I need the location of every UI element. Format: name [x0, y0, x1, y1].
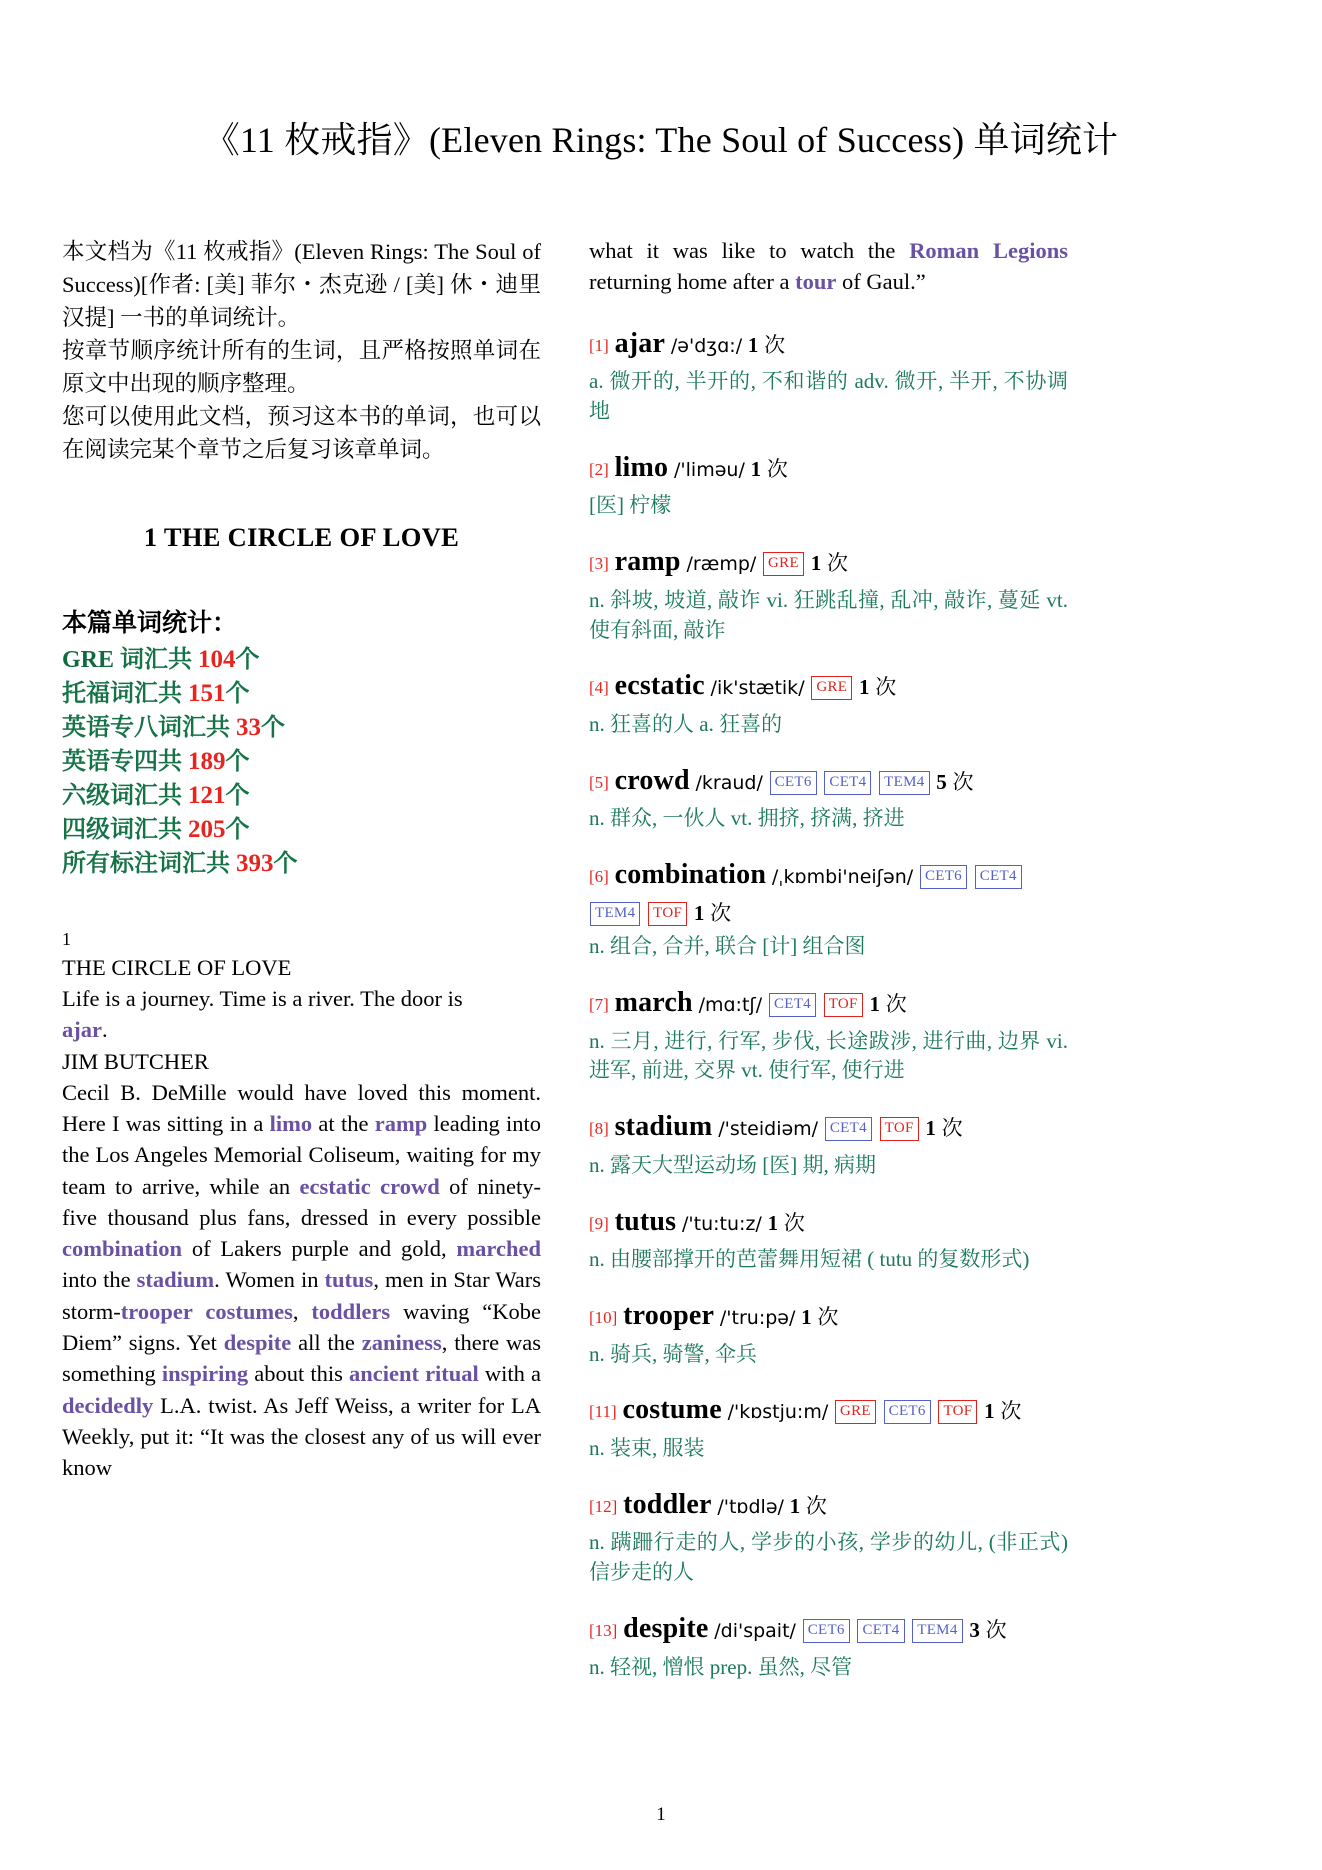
continued-quote	[589, 235, 1068, 298]
paragraph-text: about this	[248, 1361, 349, 1387]
entry-pronunciation: /'steidiəm/	[718, 1118, 819, 1141]
epigraph-line-2	[62, 1014, 541, 1045]
entry-word: costume	[622, 1394, 722, 1426]
entry-count-unit: 次	[805, 1493, 827, 1518]
statistics-value: 104	[198, 646, 236, 674]
statistics-value: 121	[188, 782, 226, 810]
entry-occurrence-count: 1	[810, 551, 822, 576]
paragraph-text: of Lakers purple and gold,	[182, 1236, 457, 1262]
exam-tag-badge: CET6	[803, 1619, 850, 1643]
entry-word: ramp	[614, 546, 681, 578]
entry-occurrence-count: 5	[936, 769, 947, 794]
exam-tag-badge: TOF	[880, 1117, 919, 1141]
exam-tag-badge: GRE	[835, 1400, 876, 1424]
entry-occurrence-count: 3	[969, 1618, 980, 1642]
highlighted-vocabulary-word: ecstatic crowd	[299, 1173, 440, 1199]
entry-definition: a. 微开的, 半开的, 不和谐的 adv. 微开, 半开, 不协调地	[589, 369, 1068, 423]
highlighted-vocabulary-word: zaniness	[361, 1329, 442, 1355]
page-title: 《11 枚戒指》(Eleven Rings: The Soul of Success) 单词统计	[203, 120, 1119, 160]
entry-pronunciation: /'tu:tu:z/	[682, 1212, 762, 1235]
entry-definition: [医] 柠檬	[589, 493, 672, 518]
highlighted-vocabulary-word: toddlers	[311, 1298, 391, 1324]
paragraph-text: leading into the Los Angeles Memorial Coliseum, waiting for my team to arrive, while an	[62, 1111, 542, 1199]
paragraph-text: waving “Kobe Diem” signs. Yet	[62, 1298, 542, 1355]
intro-paragraph-2: 按章节顺序统计所有的生词，且严格按照单词在原文中出现的顺序整理。	[62, 338, 541, 397]
entry-count-unit: 次	[885, 991, 907, 1016]
entry-count-unit: 次	[941, 1116, 963, 1141]
epigraph-attribution: JIM BUTCHER	[62, 1048, 209, 1074]
exam-tag-badge: CET4	[824, 771, 871, 795]
highlighted-word-ajar: ajar	[62, 1017, 102, 1043]
exam-tag-badge: CET6	[770, 771, 817, 795]
vocabulary-entry	[589, 1485, 1068, 1588]
exam-tag-badge: CET4	[769, 993, 816, 1017]
right-column	[589, 235, 1068, 1703]
statistics-line	[62, 813, 541, 847]
entry-definition: n. 狂喜的人 a. 狂喜的	[589, 711, 783, 736]
entry-word: stadium	[614, 1111, 713, 1143]
vocabulary-entry	[589, 1390, 1068, 1463]
vocabulary-entry	[589, 448, 1068, 521]
statistics-label: 英语专四共	[62, 749, 188, 776]
entry-index: [12]	[589, 1496, 618, 1516]
vocabulary-entry	[589, 855, 1068, 962]
highlighted-vocabulary-word: ramp	[374, 1111, 428, 1137]
entry-count-unit: 次	[826, 551, 848, 576]
statistics-label: 四级词汇共	[62, 816, 188, 843]
entry-word: toddler	[623, 1488, 712, 1520]
vocabulary-entry	[589, 324, 1068, 427]
text-section-title: THE CIRCLE OF LOVE	[62, 954, 292, 980]
highlighted-vocabulary-word: tour	[795, 269, 837, 295]
exam-tag-badge: TEM4	[590, 902, 640, 926]
epigraph-text-1: Life is a journey. Time is a river. The door is	[62, 986, 463, 1012]
entry-index: [5]	[589, 772, 609, 792]
statistics-unit: 个	[261, 715, 285, 742]
entry-word: crowd	[614, 764, 690, 796]
entry-occurrence-count: 1	[767, 1210, 779, 1235]
vocabulary-entry	[589, 1107, 1068, 1180]
chapter-heading: 1 THE CIRCLE OF LOVE	[143, 522, 460, 553]
entry-definition: n. 组合, 合并, 联合 [计] 组合图	[589, 934, 866, 959]
statistics-unit: 个	[225, 816, 250, 843]
statistics-line	[62, 745, 541, 779]
highlighted-vocabulary-word: ancient ritual	[348, 1361, 479, 1387]
entry-definition: n. 蹒跚行走的人, 学步的小孩, 学步的幼儿, (非正式) 信步走的人	[589, 1530, 1068, 1585]
entry-definition: n. 群众, 一伙人 vt. 拥挤, 挤满, 挤进	[589, 806, 905, 831]
intro-paragraph-1: 本文档为《11 枚戒指》(Eleven Rings: The Soul of Success)[作者: [美] 菲尔・杰克逊 / [美] 休・迪里汉提] 一书的单词统计。	[62, 239, 541, 331]
entry-occurrence-count: 1	[869, 991, 880, 1016]
entry-word: march	[614, 986, 693, 1018]
entry-index: [3]	[589, 554, 609, 574]
vocabulary-entry	[589, 761, 1068, 834]
vocabulary-entry	[589, 1609, 1068, 1682]
entry-word: ecstatic	[614, 670, 705, 702]
highlighted-vocabulary-word: Roman Legions	[909, 238, 1068, 263]
paragraph-text: , men in Star Wars storm-	[62, 1267, 541, 1324]
highlighted-vocabulary-word: marched	[456, 1236, 541, 1262]
exam-tag-badge: TOF	[824, 993, 863, 1017]
paragraph-text: . Women in	[214, 1267, 325, 1293]
entry-header	[589, 666, 1068, 707]
entry-count-unit: 次	[1000, 1399, 1022, 1424]
entry-count-unit: 次	[766, 456, 788, 481]
paragraph-text: ,	[292, 1298, 312, 1324]
vocabulary-entry	[589, 1202, 1068, 1275]
statistics-line	[62, 847, 541, 881]
left-column	[62, 235, 541, 1703]
entry-word: trooper	[623, 1299, 715, 1331]
intro-paragraph-3: 您可以使用此文档，预习这本书的单词，也可以在阅读完某个章节之后复习该章单词。	[62, 404, 541, 463]
exam-tag-badge: TEM4	[912, 1619, 962, 1643]
statistics-unit: 个	[235, 647, 260, 674]
intro-block	[62, 235, 541, 466]
entry-index: [9]	[589, 1213, 609, 1233]
entry-header	[589, 1609, 1068, 1650]
entry-index: [10]	[589, 1307, 618, 1327]
entry-pronunciation: /'tɒdlə/	[717, 1495, 784, 1518]
entry-pronunciation: /ræmp/	[686, 553, 757, 576]
statistics-label: 词汇共	[114, 647, 199, 674]
statistics-value: 189	[188, 748, 226, 776]
paragraph-text: into the	[62, 1267, 137, 1293]
statistics-value: 393	[236, 849, 274, 877]
highlighted-vocabulary-word: tutus	[324, 1267, 374, 1293]
entry-count-unit: 次	[817, 1304, 839, 1329]
statistics-label: 托福词汇共	[62, 681, 188, 708]
entry-occurrence-count: 1	[747, 332, 759, 357]
entry-header	[589, 761, 1068, 802]
statistics-value: 151	[188, 680, 226, 708]
vocabulary-entry	[589, 666, 1068, 739]
entry-word: combination	[614, 859, 767, 891]
entry-count-unit: 次	[985, 1618, 1007, 1642]
paragraph-text: all the	[291, 1329, 362, 1355]
highlighted-vocabulary-word: limo	[269, 1111, 313, 1137]
text-line-number: 1	[62, 928, 71, 949]
entry-occurrence-count: 1	[789, 1493, 801, 1518]
exam-tag-badge: GRE	[811, 676, 852, 700]
exam-tag-badge: CET4	[857, 1619, 904, 1643]
vocabulary-entry	[589, 983, 1068, 1086]
entry-pronunciation: /ə'dʒɑ:/	[670, 334, 743, 357]
page-footer-number: 1	[656, 1804, 666, 1825]
entry-index: [1]	[589, 335, 609, 355]
paragraph-text: L.A. twist. As Jeff Weiss, a writer for LA Weekly, put it: “It was the closest any of us will ever know	[62, 1392, 541, 1481]
source-text-block	[62, 927, 541, 1484]
highlighted-vocabulary-word: combination	[62, 1236, 183, 1262]
entry-header	[589, 855, 1068, 929]
entry-definition: n. 由腰部撑开的芭蕾舞用短裙 ( tutu 的复数形式)	[589, 1247, 1030, 1272]
exam-tag-badge: TOF	[648, 902, 687, 926]
statistics-unit: 个	[225, 749, 250, 776]
entry-count-unit: 次	[875, 675, 897, 700]
statistics-title: 本篇单词统计：	[62, 610, 238, 638]
entry-definition: n. 斜坡, 坡道, 敲诈 vi. 狂跳乱撞, 乱冲, 敲诈, 蔓延 vt. 使有斜面, 敲诈	[589, 587, 1068, 642]
exam-tag-badge: CET6	[920, 865, 967, 889]
entry-count-unit: 次	[783, 1210, 805, 1235]
entry-pronunciation: /di'spait/	[714, 1620, 796, 1642]
entry-definition: n. 轻视, 憎恨 prep. 虽然, 尽管	[589, 1654, 853, 1679]
epigraph-text-2: .	[101, 1017, 108, 1043]
entry-index: [6]	[589, 867, 609, 887]
entry-header	[589, 1485, 1068, 1526]
entry-occurrence-count: 1	[925, 1116, 936, 1141]
entry-index: [7]	[589, 994, 609, 1014]
entry-word: limo	[614, 451, 669, 483]
entry-definition: n. 三月, 进行, 行军, 步伐, 长途跋涉, 进行曲, 边界 vi. 进军, 前进, 交界 vt. 使行军, 使行进	[589, 1028, 1068, 1083]
entry-header	[589, 1202, 1068, 1243]
entry-pronunciation: /'tru:pə/	[719, 1306, 796, 1329]
highlighted-vocabulary-word: decidedly	[62, 1392, 154, 1418]
entry-index: [13]	[589, 1621, 618, 1640]
entry-occurrence-count: 1	[801, 1304, 812, 1329]
paragraph-text: Cecil B. DeMille would have loved this moment. Here I was sitting in a	[62, 1079, 541, 1137]
entry-pronunciation: /kraud/	[695, 771, 763, 794]
entry-header	[589, 983, 1068, 1024]
entry-definition: n. 装束, 服装	[589, 1435, 705, 1460]
statistics-value: 33	[236, 714, 261, 742]
entry-index: [11]	[589, 1402, 617, 1422]
entry-occurrence-count: 1	[984, 1399, 995, 1424]
source-paragraph	[62, 1077, 541, 1483]
statistics-unit: 个	[225, 783, 250, 810]
entry-pronunciation: /'kɒstju:m/	[727, 1401, 829, 1424]
exam-tag-badge: GRE	[763, 552, 804, 576]
exam-tag-badge: TEM4	[879, 771, 929, 795]
statistics-label: 英语专八词汇共	[62, 715, 236, 742]
entry-header	[589, 448, 1068, 489]
statistics-unit: 个	[273, 850, 298, 877]
two-column-layout	[62, 235, 1260, 1703]
vocabulary-entry	[589, 542, 1068, 645]
highlighted-vocabulary-word: inspiring	[161, 1361, 249, 1387]
entry-occurrence-count: 1	[693, 900, 705, 925]
entry-pronunciation: /'liməu/	[674, 458, 745, 481]
entry-index: [8]	[589, 1119, 609, 1139]
entry-header	[589, 1107, 1068, 1148]
paragraph-text: with a	[478, 1361, 542, 1387]
statistics-line	[62, 677, 541, 711]
statistics-label: 所有标注词汇共	[62, 850, 236, 877]
exam-tag-badge: CET6	[884, 1400, 931, 1424]
entry-occurrence-count: 1	[750, 456, 762, 481]
paragraph-text: , there was something	[62, 1329, 541, 1387]
highlighted-vocabulary-word: trooper costumes	[120, 1298, 293, 1324]
entry-definition: n. 骑兵, 骑警, 伞兵	[589, 1341, 757, 1366]
statistics-line	[62, 779, 541, 813]
entry-count-unit: 次	[952, 769, 974, 794]
entry-index: [2]	[589, 459, 609, 479]
epigraph	[62, 983, 541, 1014]
entry-pronunciation: /ik'stætik/	[710, 677, 805, 700]
highlighted-vocabulary-word: stadium	[136, 1267, 215, 1293]
statistics-value: 205	[188, 815, 226, 843]
statistics-label-prefix: GRE	[62, 647, 115, 674]
entry-pronunciation: /ˌkɒmbi'neiʃən/	[771, 866, 914, 889]
paragraph-text: returning home after a	[589, 269, 796, 295]
exam-tag-badge: CET4	[825, 1117, 872, 1141]
entry-occurrence-count: 1	[859, 675, 870, 700]
entry-count-unit: 次	[710, 900, 732, 925]
paragraph-text: of Gaul.”	[836, 269, 926, 295]
entry-header	[589, 324, 1068, 365]
vocabulary-entry	[589, 1296, 1068, 1369]
statistics-list	[62, 643, 541, 880]
entry-word: despite	[623, 1613, 709, 1644]
exam-tag-badge: TOF	[938, 1400, 977, 1424]
entry-definition: n. 露天大型运动场 [医] 期, 病期	[589, 1152, 876, 1177]
entry-word: tutus	[614, 1205, 677, 1237]
statistics-line	[62, 711, 541, 745]
entry-pronunciation: /mɑ:tʃ/	[698, 993, 763, 1016]
paragraph-text: of ninety-five thousand plus fans, dressed in every possible	[62, 1173, 541, 1230]
exam-tag-badge: CET4	[975, 865, 1022, 889]
statistics-unit: 个	[225, 681, 250, 708]
entry-word: ajar	[614, 327, 666, 359]
entry-header	[589, 542, 1068, 583]
entry-index: [4]	[589, 678, 609, 698]
statistics-label: 六级词汇共	[62, 783, 188, 810]
entry-header	[589, 1296, 1068, 1337]
paragraph-text: at the	[312, 1111, 375, 1137]
statistics-line	[62, 643, 541, 677]
entry-count-unit: 次	[764, 332, 786, 357]
chapter-statistics	[62, 603, 541, 880]
vocabulary-entry-list	[589, 324, 1068, 1683]
paragraph-text: what it was like to watch the	[589, 238, 910, 263]
entry-header	[589, 1390, 1068, 1431]
highlighted-vocabulary-word: despite	[223, 1329, 292, 1355]
